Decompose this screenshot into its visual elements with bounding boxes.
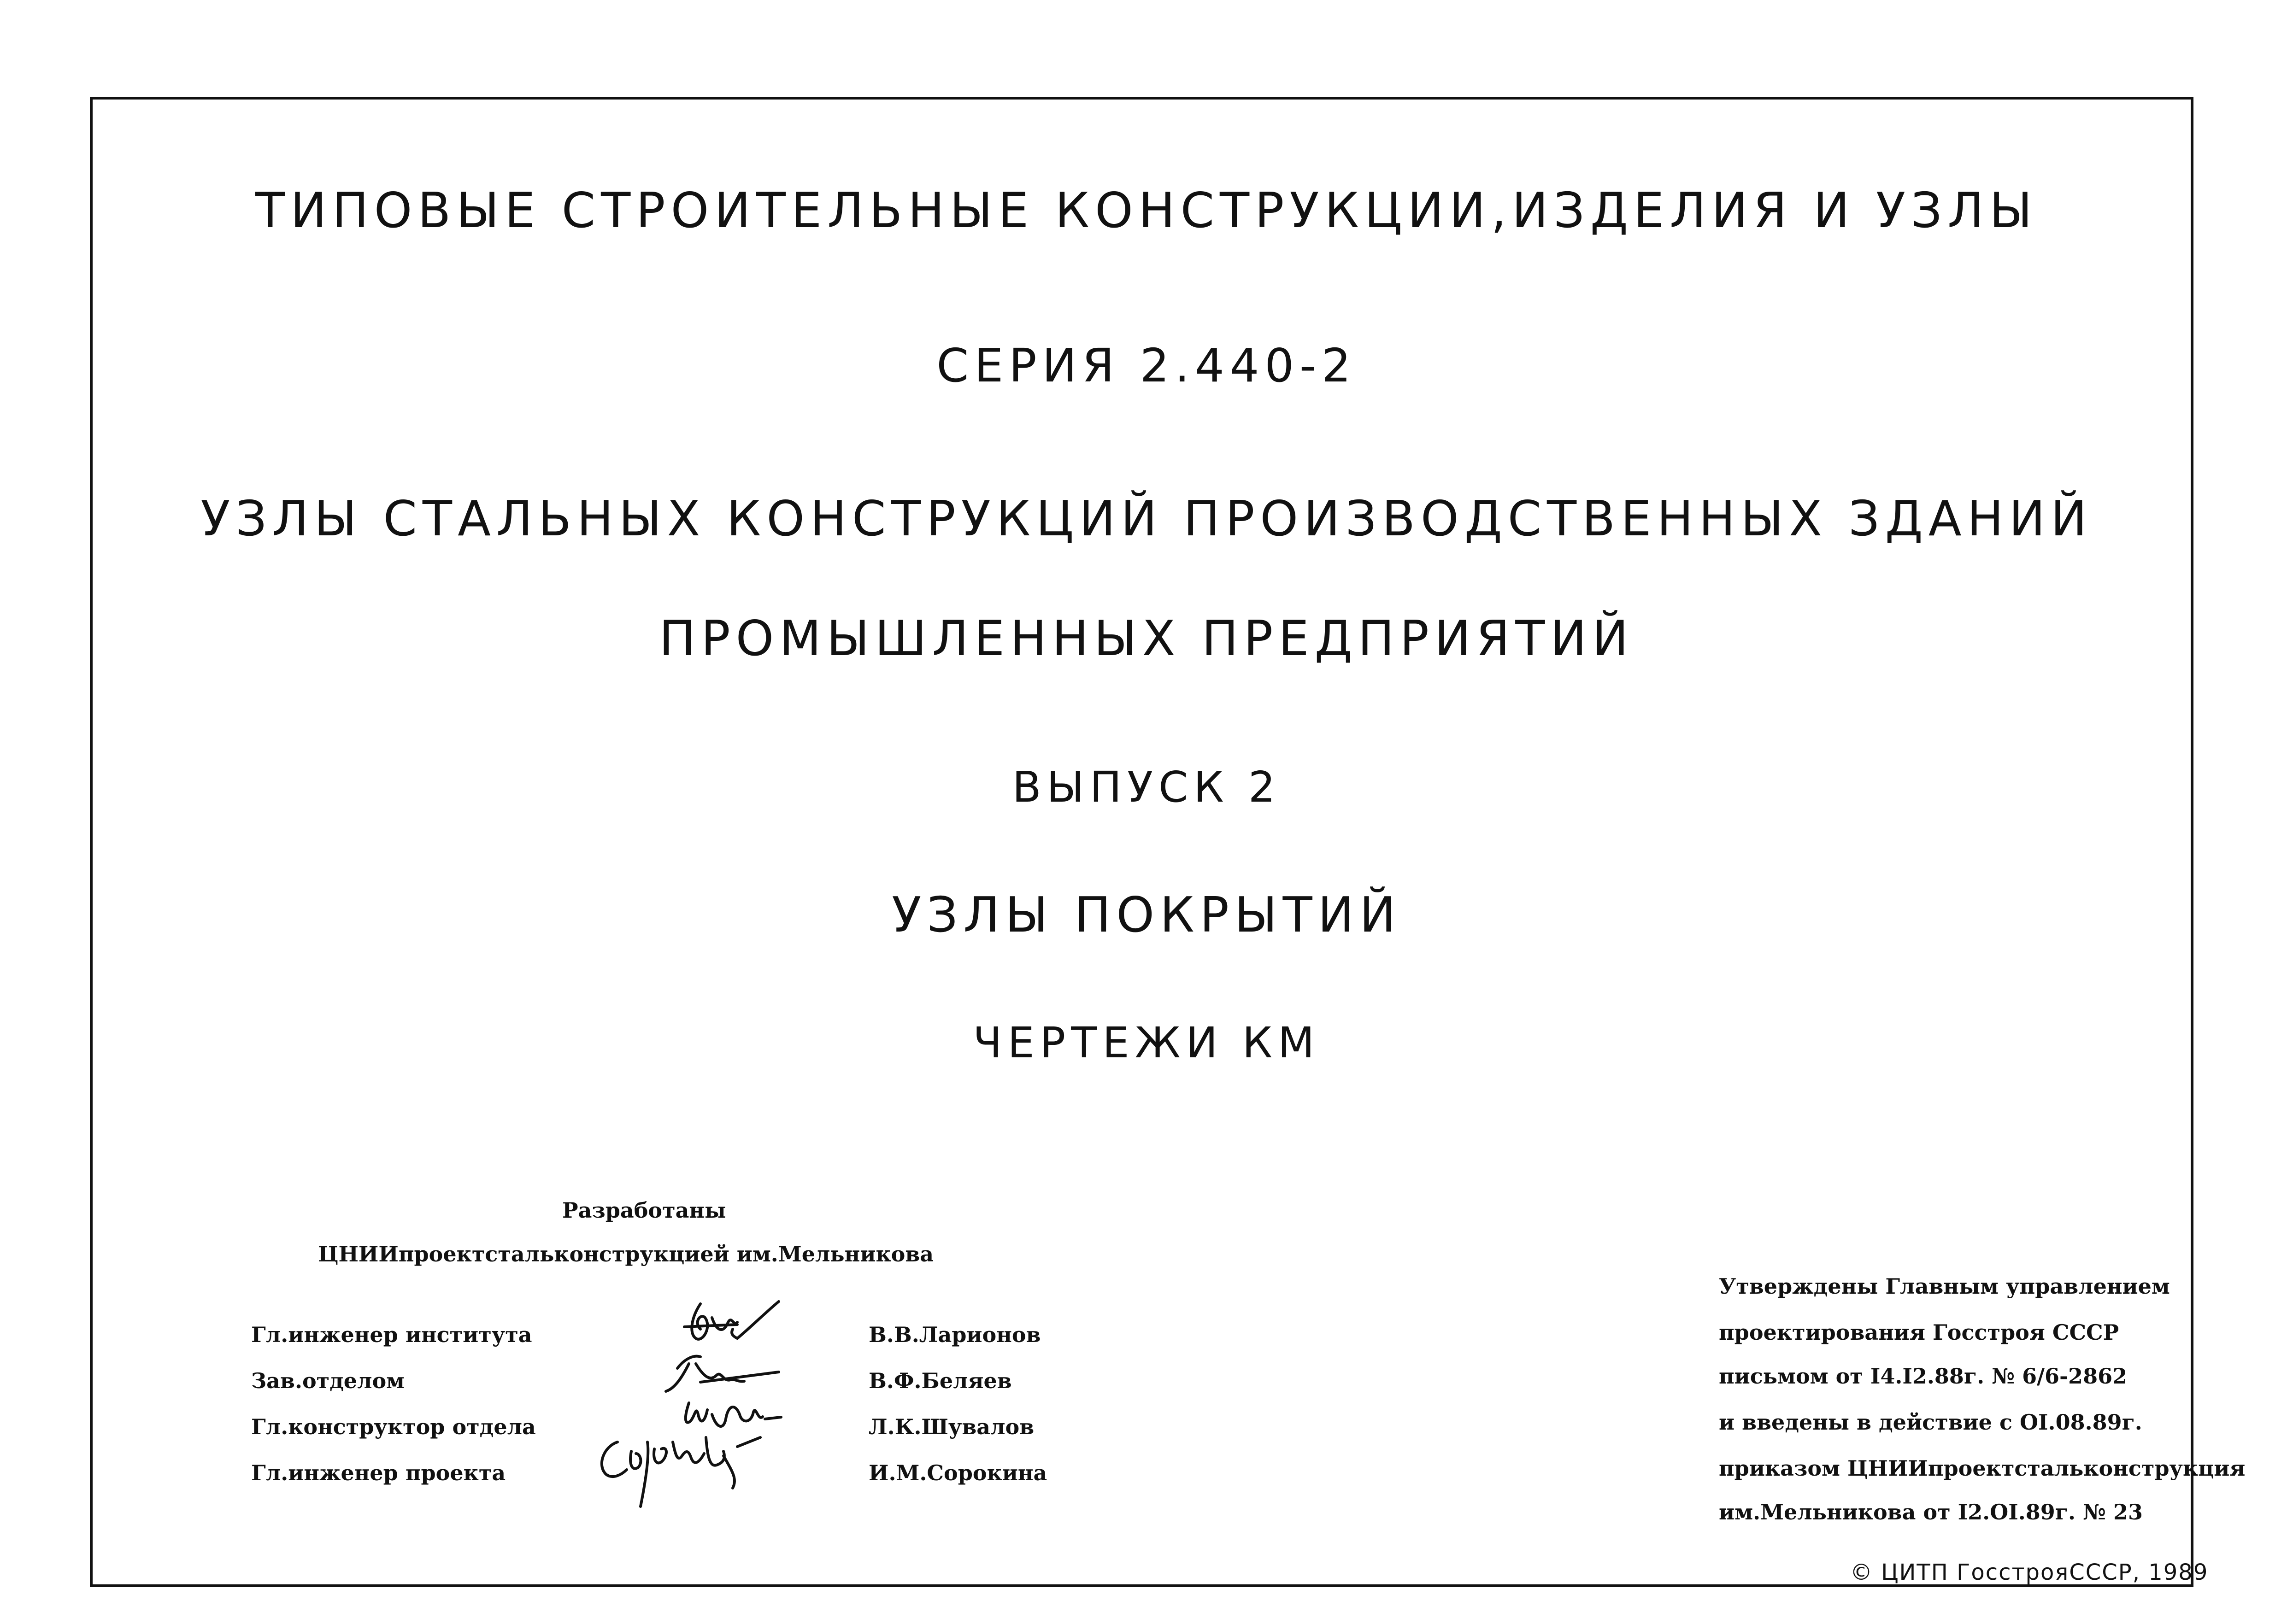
signatory-name: В.В.Ларионов <box>869 1322 1041 1347</box>
approval-line: им.Мельникова от I2.OI.89г. № 23 <box>1719 1500 2143 1524</box>
signature-larionov <box>684 1302 779 1339</box>
approval-line: проектирования Госстроя СССР <box>1719 1320 2119 1345</box>
signature-sorokina <box>602 1437 760 1507</box>
signatory-name: И.М.Сорокина <box>869 1460 1047 1485</box>
issue-number: ВЫПУСК 2 <box>1012 762 1281 812</box>
approval-line: и введены в действие с OI.08.89г. <box>1719 1410 2142 1435</box>
approval-line: Утверждены Главным управлением <box>1719 1274 2170 1299</box>
developed-label: Разработаны <box>562 1198 726 1223</box>
signatory-name: В.Ф.Беляев <box>869 1368 1012 1393</box>
approval-line: приказом ЦНИИпроектстальконструкция <box>1719 1456 2246 1481</box>
drawings-type: ЧЕРТЕЖИ КМ <box>973 1018 1320 1067</box>
signature-belyaev <box>666 1356 779 1391</box>
signatory-role: Гл.инженер проекта <box>251 1460 506 1485</box>
signature-shuvalov <box>686 1403 781 1426</box>
signatory-role: Зав.отделом <box>251 1368 405 1393</box>
handwritten-signatures <box>585 1290 871 1530</box>
document-header: ТИПОВЫЕ СТРОИТЕЛЬНЫЕ КОНСТРУКЦИИ,ИЗДЕЛИЯ И УЗЛЫ <box>255 182 2038 239</box>
document-title-line1: УЗЛЫ СТАЛЬНЫХ КОНСТРУКЦИЙ ПРОИЗВОДСТВЕННЫХ ЗДАНИЙ <box>200 491 2093 547</box>
signatory-role: Гл.инженер института <box>251 1322 532 1347</box>
series-number: СЕРИЯ 2.440-2 <box>936 339 1357 393</box>
document-title-line2: ПРОМЫШЛЕННЫХ ПРЕДПРИЯТИЙ <box>659 610 1634 667</box>
approval-line: письмом от I4.I2.88г. № 6/6-2862 <box>1719 1364 2128 1389</box>
issue-subject: УЗЛЫ ПОКРЫТИЙ <box>892 887 1401 943</box>
signatory-name: Л.К.Шувалов <box>869 1414 1035 1439</box>
developer-organization: ЦНИИпроектстальконструкцией им.Мельникова <box>318 1242 934 1266</box>
signatory-role: Гл.конструктор отдела <box>251 1414 536 1439</box>
copyright-notice: © ЦИТП ГосстрояСССР, 1989 <box>1850 1560 2209 1585</box>
